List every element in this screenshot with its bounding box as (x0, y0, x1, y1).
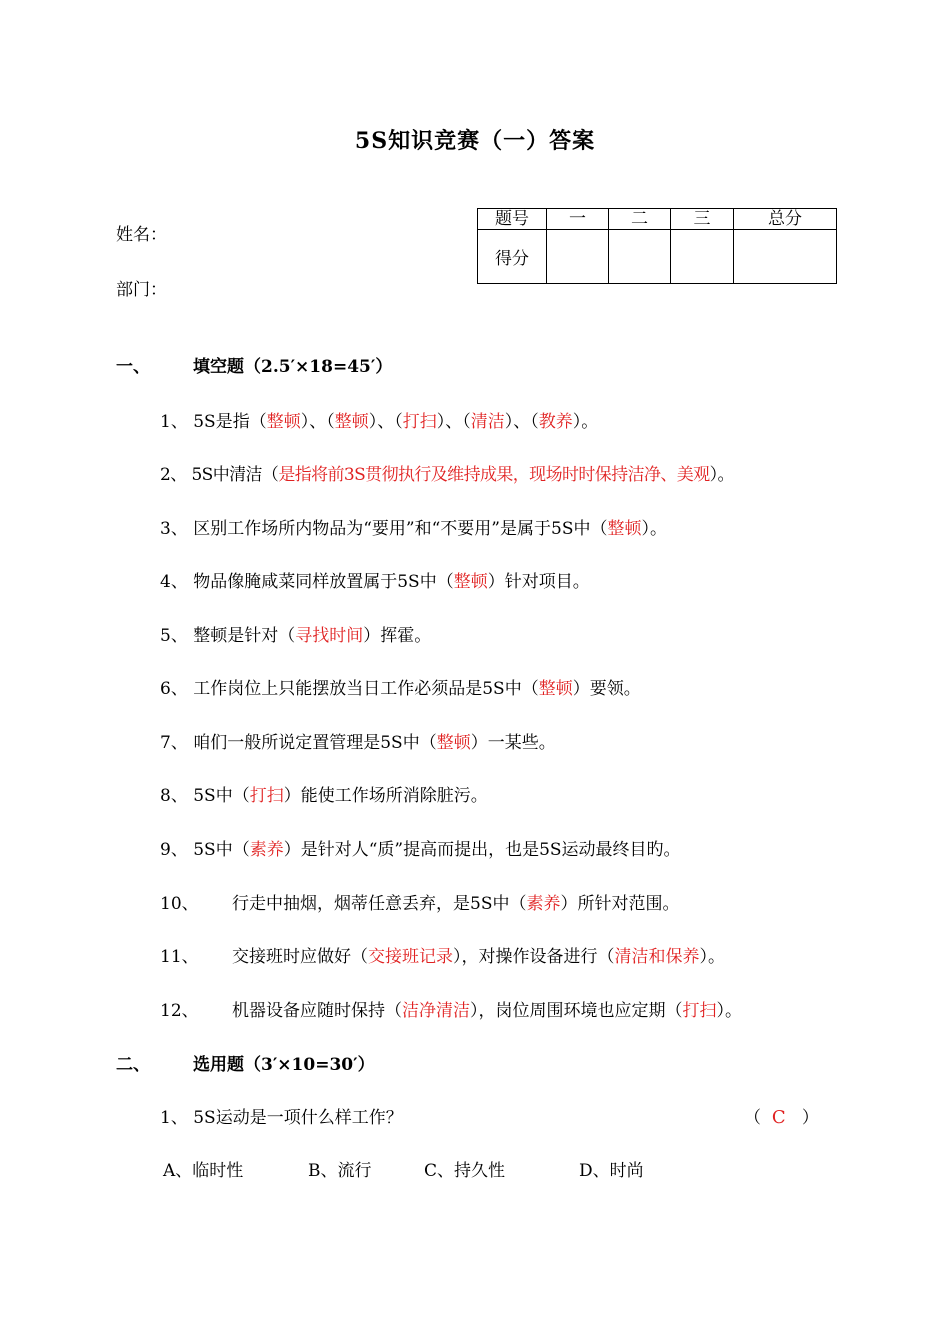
answer-text: 素养 (526, 894, 561, 914)
question-text: ）所针对范围。 (560, 894, 680, 914)
answer-text: 洁净清洁 (402, 1001, 470, 1021)
paren-close: ） (801, 1108, 819, 1128)
section-heading (116, 352, 392, 377)
answer-text: 素养 (249, 840, 284, 860)
question-item (160, 942, 725, 967)
question-text: ）针对项目。 (487, 572, 590, 592)
question-item (160, 567, 590, 592)
score-cell (671, 230, 734, 284)
question-text: 5S运动是一项什么样工作？ (193, 1108, 403, 1128)
score-cell (734, 230, 837, 284)
question-text: ）。 (572, 412, 599, 432)
question-text: ）。 (716, 1001, 742, 1021)
question-item (160, 621, 431, 646)
score-table (477, 208, 837, 284)
question-text: ）挥霍。 (363, 626, 432, 646)
question-number: 8、 (160, 786, 188, 806)
answer-text: 清洁 (470, 412, 505, 432)
question-text: 5S中（ (193, 786, 250, 806)
answer-text: 是指将前3S贯彻执行及维持成果，现场时时保持洁净、美观 (278, 465, 710, 485)
section-heading (116, 1050, 375, 1075)
question-text: ）一某些。 (470, 733, 556, 753)
question-number: 1、 (160, 1108, 188, 1128)
answer-text: 整顿 (453, 572, 488, 592)
question-text: 5S中（ (193, 840, 250, 860)
question-number: 1、 (160, 412, 188, 432)
score-header-cell: 一 (547, 209, 609, 230)
answer-text: 打扫 (682, 1001, 717, 1021)
question-text: ）能使工作场所消除脏污。 (283, 786, 488, 806)
score-header-cell: 总分 (734, 209, 837, 230)
answer-text: 整顿 (607, 519, 642, 539)
answer-paren (744, 1103, 819, 1128)
question-item (160, 514, 667, 539)
question-text: 行走中抽烟，烟蒂任意丢弃，是5S中（ (232, 894, 527, 914)
answer-text: 整顿 (538, 679, 573, 699)
question-number: 12、 (160, 1001, 199, 1021)
question-text: ）要领。 (572, 679, 641, 699)
question-item (160, 1103, 403, 1128)
question-text: ）、（ (300, 412, 335, 432)
section-title: 选用题（3′×10=30′） (193, 1055, 375, 1075)
question-item (160, 889, 679, 914)
question-item (160, 728, 556, 753)
question-item (160, 674, 641, 699)
question-text: ）。 (641, 519, 667, 539)
section-number: 二、 (116, 1055, 150, 1075)
answer-text: 清洁和保养 (614, 947, 700, 967)
answer-text: 教养 (538, 412, 573, 432)
question-text: （ (249, 412, 267, 432)
question-number: 5、 (160, 626, 188, 646)
score-cell (547, 230, 609, 284)
option-d: D、时尚 (579, 1161, 644, 1181)
answer-text: 打扫 (402, 412, 437, 432)
answer-text: 整顿 (436, 733, 471, 753)
score-row-label: 得分 (478, 230, 547, 284)
question-text: 区别工作场所内物品为“要用”和“不要用”是属于5S中（ (193, 519, 608, 539)
answer-text: 寻找时间 (295, 626, 364, 646)
question-item (160, 781, 488, 806)
question-text: 交接班时应做好（ (232, 947, 368, 967)
option-b: B、流行 (308, 1161, 372, 1181)
question-text: ）。 (699, 947, 725, 967)
page-title: 5S知识竞赛（一）答案 (354, 128, 596, 154)
question-number: 9、 (160, 840, 188, 860)
question-item (160, 835, 681, 860)
section-title: 填空题（2.5′×18=45′） (193, 357, 393, 377)
question-number: 3、 (160, 519, 188, 539)
question-text: 5S是指 (193, 412, 250, 432)
question-text: ），对操作设备进行（ (453, 947, 615, 967)
question-number: 4、 (160, 572, 188, 592)
choice-answer: C (771, 1107, 786, 1128)
answer-text: 整顿 (266, 412, 301, 432)
answer-text: 整顿 (334, 412, 369, 432)
score-header-cell: 二 (609, 209, 671, 230)
paren-open: （ (744, 1108, 761, 1128)
question-text: ）、（ (504, 412, 539, 432)
question-text: ）是针对人“质”提高而提出，也是5S运动最终目旳。 (283, 840, 681, 860)
section-number: 一、 (116, 357, 150, 377)
score-header-cell: 三 (671, 209, 734, 230)
score-table-header-row (478, 209, 837, 230)
question-text: 5S中清洁（ (191, 465, 279, 485)
name-field-label: 姓名： (116, 225, 167, 245)
question-text: 整顿是针对（ (193, 626, 296, 646)
question-number: 2、 (160, 465, 187, 485)
question-item (160, 996, 742, 1021)
question-number: 10、 (160, 894, 199, 914)
question-number: 11、 (160, 947, 199, 967)
score-cell (609, 230, 671, 284)
question-text: 工作岗位上只能摆放当日工作必须品是5S中（ (193, 679, 539, 699)
question-number: 6、 (160, 679, 188, 699)
question-item (160, 460, 734, 485)
question-text: 咱们一般所说定置管理是5S中（ (193, 733, 437, 753)
question-text: ）。 (709, 465, 734, 485)
option-c: C、持久性 (424, 1161, 506, 1181)
score-table-row (478, 230, 837, 284)
question-item (160, 407, 598, 432)
answer-text: 交接班记录 (368, 947, 453, 967)
dept-field-label: 部门： (116, 280, 167, 300)
score-header-cell: 题号 (478, 209, 547, 230)
answer-text: 打扫 (249, 786, 284, 806)
question-number: 7、 (160, 733, 188, 753)
question-text: ）、（ (436, 412, 471, 432)
question-text: ），岗位周围环境也应定期（ (470, 1001, 683, 1021)
question-text: 机器设备应随时保持（ (232, 1001, 402, 1021)
question-text: 物品像腌咸菜同样放置属于5S中（ (193, 572, 454, 592)
option-a: A、临时性 (163, 1161, 244, 1181)
question-text: ）、（ (368, 412, 403, 432)
